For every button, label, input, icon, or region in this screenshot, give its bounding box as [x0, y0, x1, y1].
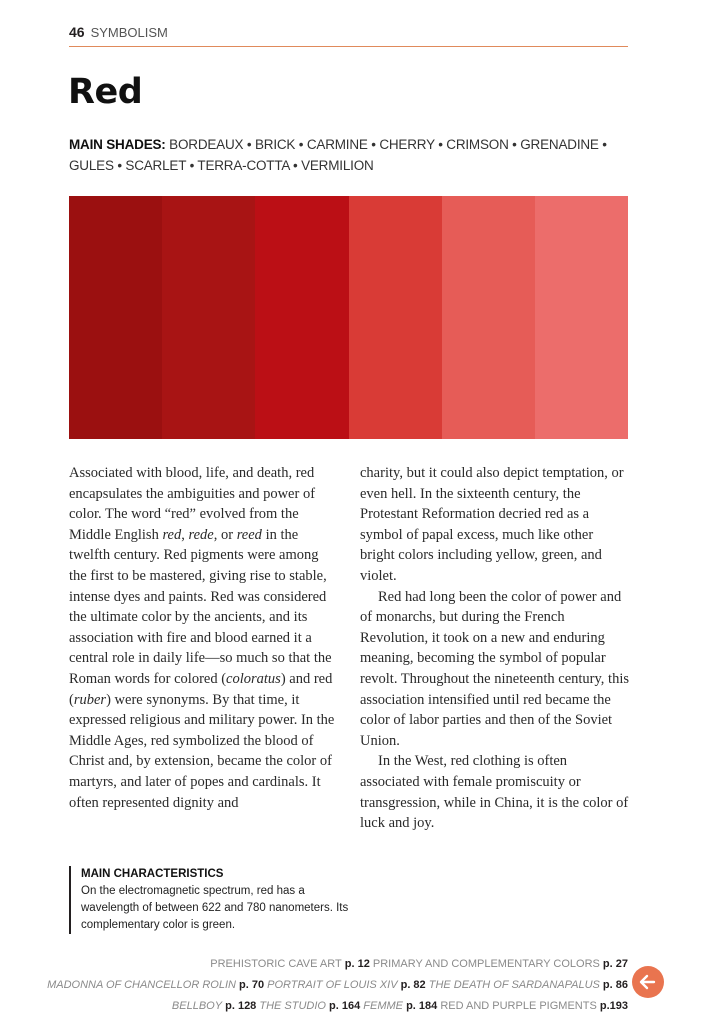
reference-title[interactable]: THE DEATH OF SARDANAPALUS — [425, 979, 600, 991]
back-button[interactable] — [632, 966, 664, 998]
color-swatches — [69, 196, 628, 439]
main-characteristics-text: On the electromagnetic spectrum, red has a wavelength of between 622 and 780 nanometers. Its complementary color is green. — [81, 885, 349, 931]
reference-page: p. 70 — [235, 979, 265, 991]
reference-title[interactable]: BELLBOY — [171, 1000, 223, 1012]
reference-line — [47, 975, 628, 996]
color-swatch — [535, 196, 628, 439]
reference-title[interactable]: PREHISTORIC CAVE ART — [210, 958, 342, 970]
section-name: SYMBOLISM — [90, 25, 168, 40]
reference-page: p. 27 — [599, 958, 628, 970]
reference-page: p.193 — [596, 1000, 628, 1012]
reference-title[interactable]: MADONNA OF CHANCELLOR ROLIN — [47, 979, 236, 991]
reference-line — [47, 996, 628, 1017]
body-paragraph: Associated with blood, life, and death, red encapsulates the ambiguities and power of color. The word “red” evolved from the Middle English red, rede, or reed in the twelfth century. Red pigments were among the first to be mastered, giving rise to stable, intense dyes and paints. Red was considered the ultimate color by the ancients, and its association with fire and blood earned it a central role in daily life—so much so that the Roman words for colored (coloratus) and red (ruber) were synonyms. By that time, it expressed religious and military power. In the Middle Ages, red symbolized the blood of Christ and, by extension, became the color of martyrs, and later of popes and cardinals. It often represented dignity and — [69, 465, 335, 811]
reference-page: p. 86 — [599, 979, 628, 991]
main-characteristics-box — [69, 866, 356, 934]
reference-page: p. 12 — [341, 958, 370, 970]
page-title: Red — [68, 72, 143, 112]
page-header — [69, 24, 628, 47]
main-shades — [69, 134, 639, 176]
reference-title[interactable]: PORTRAIT OF LOUIS XIV — [264, 979, 398, 991]
reference-page: p. 82 — [397, 979, 426, 991]
main-shades-list: BORDEAUX • BRICK • CARMINE • CHERRY • CRIMSON • GRENADINE • GULES • SCARLET • TERRA-COTTA • VERMILION — [69, 137, 607, 173]
body-paragraph: Red had long been the color of power and of monarchs, but during the French Revolution, it took on a new and enduring meaning, becoming the symbol of popular revolt. Throughout the nineteenth century, this association intensified until red became the color of labor parties and then of the Soviet Union. — [360, 588, 629, 749]
cross-references — [47, 954, 628, 1017]
color-swatch — [255, 196, 348, 439]
reference-title[interactable]: PRIMARY AND COMPLEMENTARY COLORS — [369, 958, 600, 970]
reference-title[interactable]: THE STUDIO — [256, 1000, 326, 1012]
reference-title[interactable]: FEMME — [360, 1000, 404, 1012]
reference-page: p. 128 — [222, 1000, 257, 1012]
body-column-right — [360, 463, 630, 834]
color-swatch — [349, 196, 442, 439]
body-column-left — [69, 463, 339, 813]
reference-page: p. 184 — [403, 1000, 438, 1012]
body-paragraph: In the West, red clothing is often associated with female promiscuity or transgression, while in China, it is the color of luck and joy. — [360, 753, 629, 832]
color-swatch — [162, 196, 255, 439]
page-number: 46 — [69, 24, 85, 40]
main-shades-label: MAIN SHADES: — [69, 137, 166, 152]
body-paragraph: charity, but it could also depict temptation, or even hell. In the sixteenth century, the Protestant Reformation decried red as a symbol of papal excess, much like other bright colors including yellow, green, and violet. — [360, 465, 624, 584]
reference-title[interactable]: RED AND PURPLE PIGMENTS — [437, 1000, 597, 1012]
color-swatch — [442, 196, 535, 439]
reference-line — [47, 954, 628, 975]
reference-page: p. 164 — [325, 1000, 361, 1012]
color-swatch — [69, 196, 162, 439]
main-characteristics-heading: MAIN CHARACTERISTICS — [81, 868, 224, 880]
arrow-left-icon — [638, 972, 658, 992]
